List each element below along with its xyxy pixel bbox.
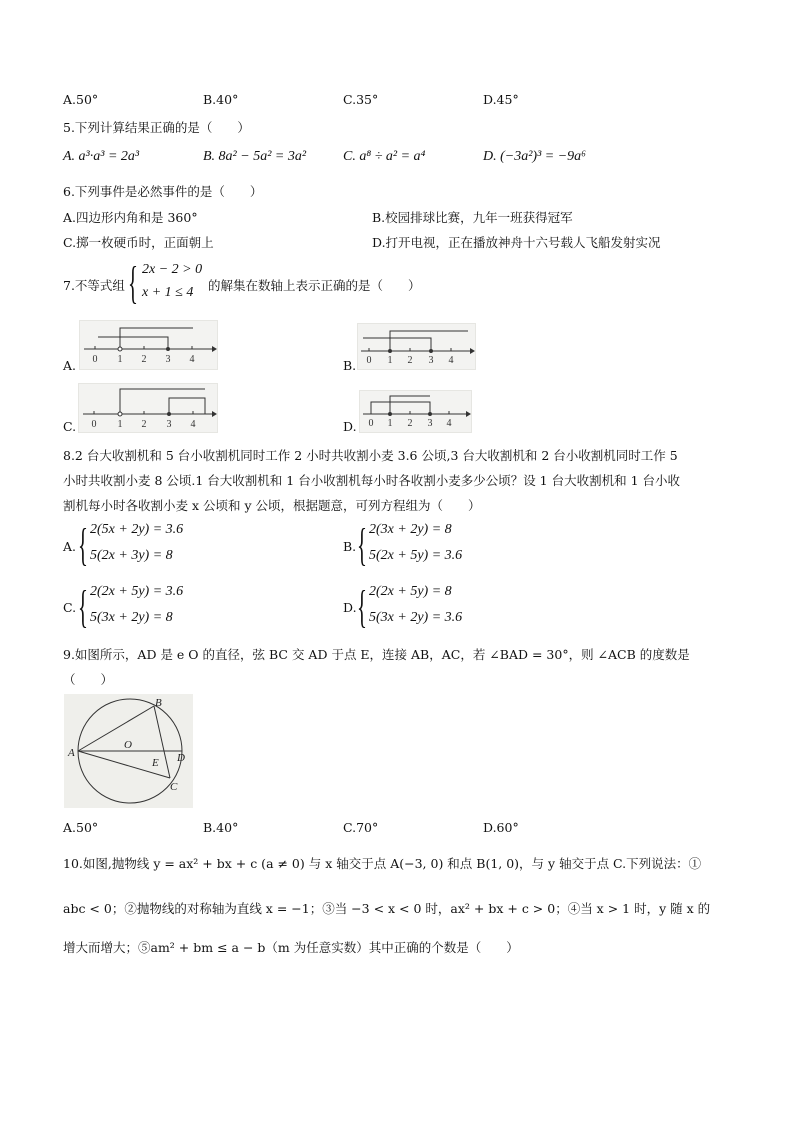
q7-label-b: B. <box>343 358 357 373</box>
point-label-o: O <box>124 739 132 751</box>
q5-option-b: B. 8a² − 5a² = 3a² <box>203 149 307 164</box>
q7-numberline-d <box>359 390 472 433</box>
q5-option-a: A. a³·a³ = 2a³ <box>63 149 140 164</box>
q9-circle-figure <box>64 694 193 808</box>
tick-label: 4 <box>446 418 452 429</box>
tick-label: 0 <box>92 354 98 365</box>
q10-line-2: abc < 0；②抛物线的对称轴为直线 x = −1；③当 −3 < x < 0 时，ax² + bx + c > 0；④当 x > 1 时，y 随 x 的 <box>63 901 711 916</box>
q8-label-c: C. <box>63 600 77 615</box>
q8-d-line-1: 2(2x + 5y) = 8 <box>369 584 452 599</box>
q7-brace: { <box>128 257 138 308</box>
tick-label: 3 <box>428 355 434 366</box>
q8-c-line-2: 5(3x + 2y) = 8 <box>90 610 173 625</box>
q5-option-d: D. (−3a²)³ = −9a⁶ <box>483 149 587 164</box>
q8-brace-d: { <box>357 581 367 632</box>
q8-stem-line-3: 割机每小时各收割小麦 x 公顷和 y 公顷，根据题意，可列方程组为（ ） <box>63 498 481 513</box>
tick-label: 3 <box>427 418 433 429</box>
q8-brace-a: { <box>78 519 88 570</box>
q8-stem-line-1: 8.2 台大收割机和 5 台小收割机同时工作 2 小时共收割小麦 3.6 公顷,3 台大收割机和 2 台小收割机同时工作 5 <box>63 448 678 463</box>
tick-label: 4 <box>448 355 454 366</box>
tick-label: 2 <box>407 355 413 366</box>
q8-label-b: B. <box>343 539 357 554</box>
q8-a-line-2: 5(2x + 3y) = 8 <box>90 548 173 563</box>
tick-label: 0 <box>366 355 372 366</box>
q8-b-line-2: 5(2x + 5y) = 3.6 <box>369 548 463 563</box>
q8-brace-b: { <box>357 519 367 570</box>
point-label-d: D <box>177 752 185 764</box>
point-label-c: C <box>170 781 178 793</box>
q8-c-line-1: 2(2x + 5y) = 3.6 <box>90 584 184 599</box>
tick-label: 2 <box>141 419 147 430</box>
q8-label-d: D. <box>343 600 357 615</box>
q9-stem-line-2: （ ） <box>63 672 114 687</box>
point-label-a: A <box>68 747 75 759</box>
q8-brace-c: { <box>78 581 88 632</box>
q6-option-c: C.掷一枚硬币时，正面朝上 <box>63 235 214 250</box>
tick-label: 4 <box>189 354 195 365</box>
tick-label: 1 <box>387 418 393 429</box>
q5-option-c: C. a⁸ ÷ a² = a⁴ <box>343 149 426 164</box>
tick-label: 1 <box>117 354 123 365</box>
q8-d-line-2: 5(3x + 2y) = 3.6 <box>369 610 463 625</box>
q6-stem: 6.下列事件是必然事件的是（ ） <box>63 184 263 199</box>
q4-option-a: A.50° <box>63 92 99 107</box>
q7-label-c: C. <box>63 419 77 434</box>
q4-option-d: D.45° <box>483 92 519 107</box>
q7-numberline-b <box>357 323 476 370</box>
q6-option-a: A.四边形内角和是 360° <box>63 210 198 225</box>
q4-option-c: C.35° <box>343 92 379 107</box>
tick-label: 2 <box>141 354 147 365</box>
q7-stem-suffix: 的解集在数轴上表示正确的是（ ） <box>208 278 421 293</box>
point-label-e: E <box>152 757 159 769</box>
q7-stem-prefix: 7.不等式组 <box>63 278 125 293</box>
q8-a-line-1: 2(5x + 2y) = 3.6 <box>90 522 184 537</box>
tick-label: 0 <box>368 418 374 429</box>
tick-label: 2 <box>407 418 413 429</box>
q7-line-2: x + 1 ≤ 4 <box>142 285 194 300</box>
tick-label: 1 <box>117 419 123 430</box>
q6-option-b: B.校园排球比赛，九年一班获得冠军 <box>372 210 573 225</box>
q7-line-1: 2x − 2 > 0 <box>142 262 203 277</box>
tick-label: 1 <box>387 355 393 366</box>
q10-line-3: 增大而增大；⑤am² + bm ≤ a − b（m 为任意实数）其中正确的个数是（ ） <box>63 940 519 955</box>
tick-label: 0 <box>91 419 97 430</box>
tick-label: 3 <box>165 354 171 365</box>
q6-option-d: D.打开电视，正在播放神舟十六号载人飞船发射实况 <box>372 235 661 250</box>
q8-label-a: A. <box>63 539 77 554</box>
q5-stem: 5.下列计算结果正确的是（ ） <box>63 120 250 135</box>
q9-option-b: B.40° <box>203 820 239 835</box>
q9-option-a: A.50° <box>63 820 99 835</box>
point-label-b: B <box>155 697 162 709</box>
q10-line-1: 10.如图,抛物线 y = ax² + bx + c (a ≠ 0) 与 x 轴交于点 A(−3, 0) 和点 B(1, 0)，与 y 轴交于点 C.下列说法：① <box>63 856 702 871</box>
q7-numberline-a <box>79 320 218 370</box>
q7-numberline-c <box>78 383 218 433</box>
q8-stem-line-2: 小时共收割小麦 8 公顷.1 台大收割机和 1 台小收割机每小时各收割小麦多少公顷？设 1 台大收割机和 1 台小收 <box>63 473 681 488</box>
q9-option-d: D.60° <box>483 820 519 835</box>
q9-stem-line-1: 9.如图所示，AD 是 e O 的直径，弦 BC 交 AD 于点 E，连接 AB，AC，若 ∠BAD = 30°，则 ∠ACB 的度数是 <box>63 647 690 662</box>
q8-b-line-1: 2(3x + 2y) = 8 <box>369 522 452 537</box>
q7-label-d: D. <box>343 419 357 434</box>
q4-option-b: B.40° <box>203 92 239 107</box>
tick-label: 3 <box>166 419 172 430</box>
q7-label-a: A. <box>63 358 77 373</box>
tick-label: 4 <box>190 419 196 430</box>
q9-option-c: C.70° <box>343 820 379 835</box>
